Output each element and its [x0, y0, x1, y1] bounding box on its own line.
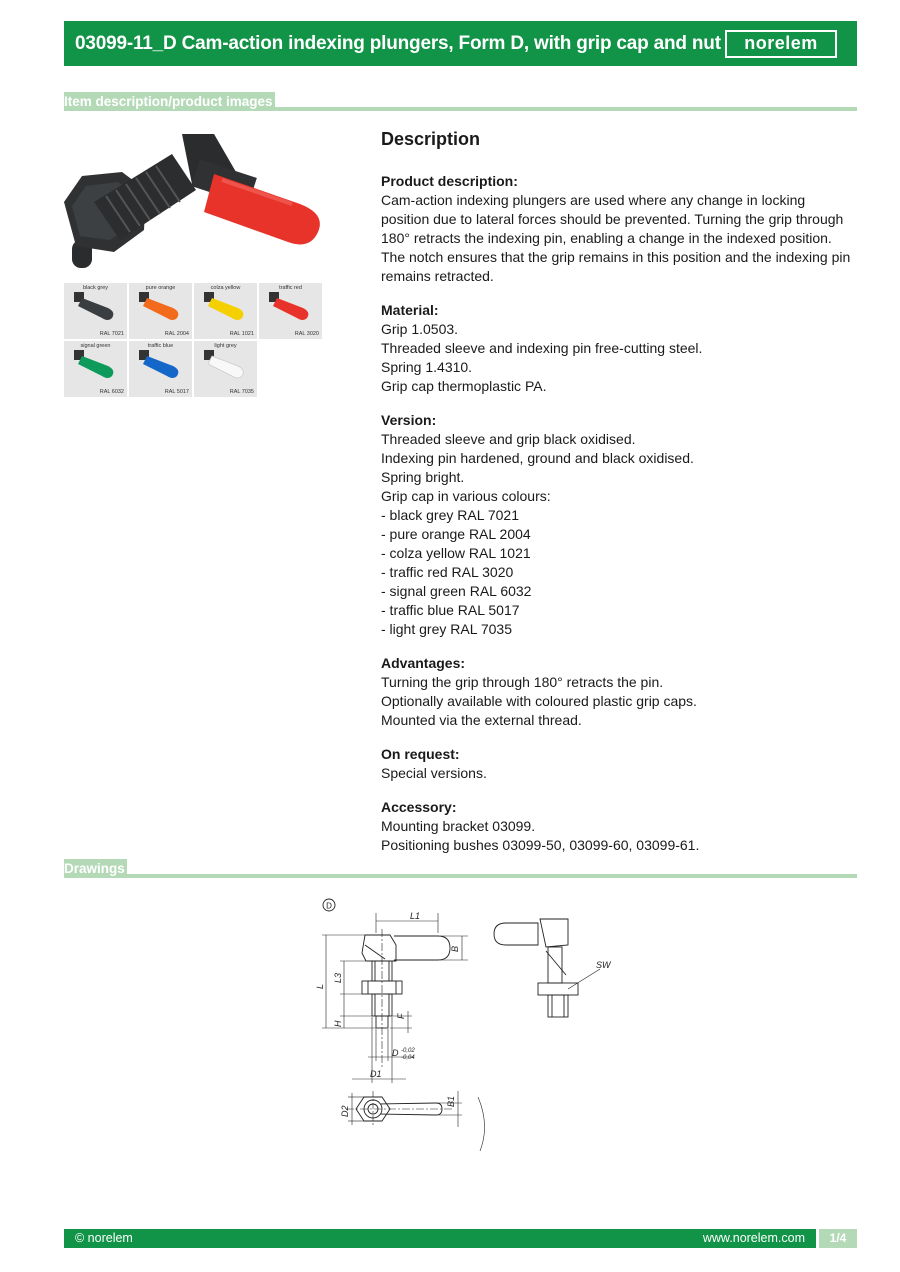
swatch-colza-yellow — [194, 283, 257, 339]
swatch-ral: RAL 7021 — [99, 331, 124, 337]
dim-label-D2: D2 — [340, 1105, 350, 1117]
block-line: - signal green RAL 6032 — [381, 583, 532, 599]
block-line: Indexing pin hardened, ground and black oxidised. — [381, 450, 694, 466]
block-line: - traffic blue RAL 5017 — [381, 602, 520, 618]
block-on-request — [381, 745, 857, 783]
dim-label-B1: B1 — [446, 1095, 456, 1107]
block-line: Spring bright. — [381, 469, 465, 485]
page-number: 1/4 — [819, 1229, 857, 1248]
swatch-name: traffic red — [279, 285, 302, 291]
block-line: Mounted via the external thread. — [381, 712, 582, 728]
footer-copyright: © norelem — [75, 1231, 133, 1245]
dim-label-L3: L3 — [333, 972, 343, 983]
page-footer — [64, 1229, 857, 1248]
block-title: Accessory: — [381, 799, 457, 815]
block-line: Turning the grip through 180° retracts the pin. — [381, 674, 664, 690]
block-line: Grip cap thermoplastic PA. — [381, 378, 547, 394]
dim-label-SW: SW — [596, 960, 611, 970]
swatch-light-grey — [194, 341, 257, 397]
dim-label-L: L — [315, 983, 325, 989]
form-label: D — [326, 901, 332, 911]
description-panel — [381, 127, 857, 870]
block-product-description — [381, 172, 857, 286]
page-header — [64, 21, 857, 66]
block-version — [381, 411, 857, 639]
swatch-name: colza yellow — [210, 285, 241, 291]
swatch-name: signal green — [80, 343, 111, 349]
logo-text: norelem — [744, 33, 818, 53]
block-line: - light grey RAL 7035 — [381, 621, 512, 637]
block-accessory — [381, 798, 857, 855]
swatch-traffic-blue — [129, 341, 192, 397]
swatch-ral: RAL 7035 — [229, 389, 254, 395]
block-line: Grip cap in various colours: — [381, 488, 551, 504]
block-line: Cam-action indexing plungers are used where any change in locking position due to lateral forces should be prevented. Turning the grip through 180° retracts the indexing pin, enabling a change in the indexed position. The notch ensures that the grip remains in this position and the indexing pin remains retracted. — [381, 192, 851, 284]
block-line: Threaded sleeve and indexing pin free-cutting steel. — [381, 340, 703, 356]
swatch-ral: RAL 6032 — [99, 389, 124, 395]
block-line: - pure orange RAL 2004 — [381, 526, 531, 542]
swatch-black-grey — [64, 283, 127, 339]
swatch-name: black grey — [82, 285, 109, 291]
side-view — [494, 919, 600, 1017]
block-title: Version: — [381, 412, 437, 428]
swatch-name: pure orange — [145, 285, 176, 291]
block-line: - traffic red RAL 3020 — [381, 564, 514, 580]
colour-swatch-grid — [64, 283, 322, 397]
footer-website-link[interactable]: www.norelem.com — [702, 1231, 805, 1245]
section-title-drawings: Drawings — [64, 861, 125, 876]
block-title: Product description: — [381, 173, 518, 189]
dim-label-D1: D1 — [370, 1069, 382, 1079]
dim-label-B: B — [450, 945, 460, 952]
dim-tolerance-upper: -0,02 — [401, 1048, 415, 1054]
block-line: Optionally available with coloured plastic grip caps. — [381, 693, 697, 709]
section-title-images: Item description/product images — [64, 94, 273, 109]
block-line: - colza yellow RAL 1021 — [381, 545, 531, 561]
block-advantages — [381, 654, 857, 730]
dim-tolerance-lower: -0,04 — [401, 1055, 415, 1061]
product-photo — [64, 132, 322, 280]
swatch-pure-orange — [129, 283, 192, 339]
norelem-logo — [725, 30, 837, 58]
dim-label-F: F — [396, 1013, 406, 1019]
block-title: On request: — [381, 746, 460, 762]
block-line: Special versions. — [381, 765, 487, 781]
block-line: Threaded sleeve and grip black oxidised. — [381, 431, 636, 447]
swatch-ral: RAL 5017 — [164, 389, 189, 395]
block-line: Positioning bushes 03099-50, 03099-60, 03099-61. — [381, 837, 700, 853]
block-line: - black grey RAL 7021 — [381, 507, 519, 523]
swatch-ral: RAL 3020 — [294, 331, 319, 337]
swatch-ral: RAL 2004 — [164, 331, 189, 337]
document-title: 03099-11_D Cam-action indexing plungers, Form D, with grip cap and nut — [75, 32, 721, 54]
block-line: Grip 1.0503. — [381, 321, 459, 337]
dim-label-L1: L1 — [410, 911, 421, 921]
swatch-traffic-red — [259, 283, 322, 339]
section-bar-drawings — [64, 859, 857, 878]
swatch-signal-green — [64, 341, 127, 397]
top-view — [346, 1091, 454, 1127]
block-line: Spring 1.4310. — [381, 359, 473, 375]
block-title: Advantages: — [381, 655, 466, 671]
block-title: Material: — [381, 302, 439, 318]
technical-drawing — [310, 893, 630, 1163]
dim-label-H: H — [333, 1020, 343, 1027]
dim-label-D: D — [392, 1048, 399, 1058]
section-bar-images — [64, 92, 857, 111]
swatch-ral: RAL 1021 — [229, 331, 254, 337]
block-material — [381, 301, 857, 396]
block-line: Mounting bracket 03099. — [381, 818, 536, 834]
swatch-name: light grey — [214, 343, 237, 349]
swatch-name: traffic blue — [147, 343, 174, 349]
description-heading: Description — [381, 129, 481, 149]
